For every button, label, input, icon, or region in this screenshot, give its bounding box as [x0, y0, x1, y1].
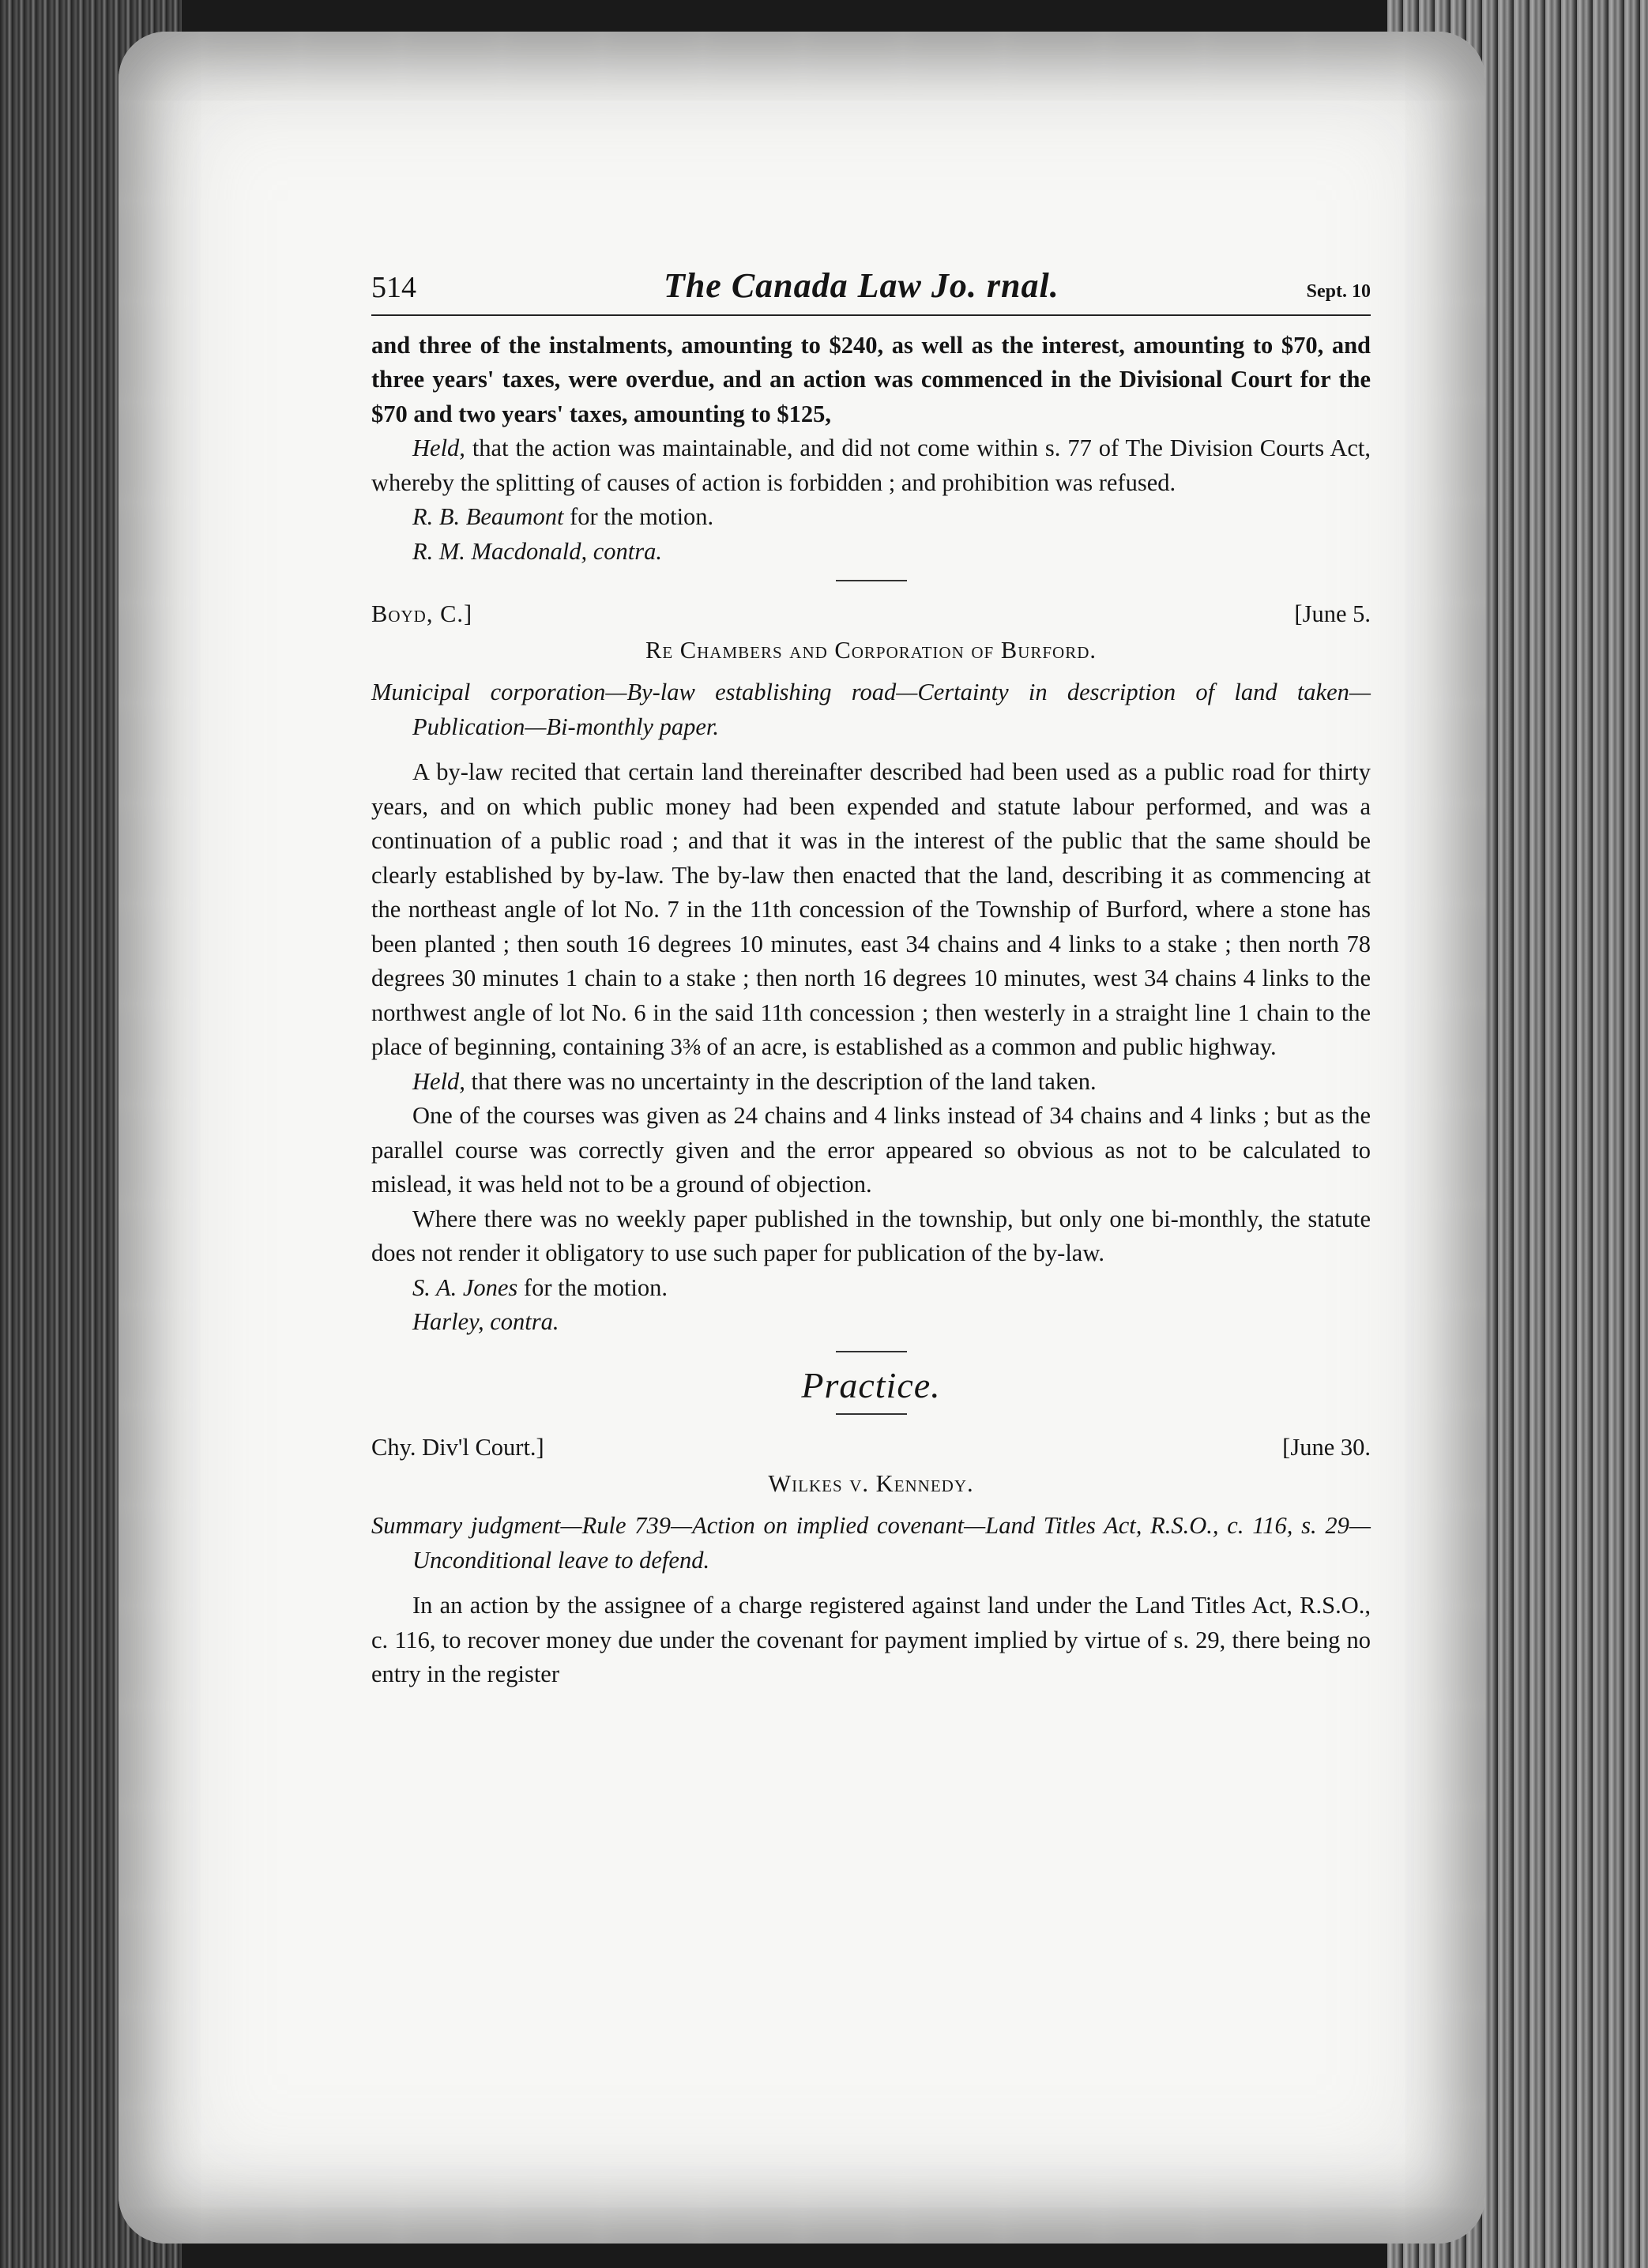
case3-court: Chy. Div'l Court.]	[371, 1434, 544, 1461]
case3-date: [June 30.	[1282, 1434, 1371, 1461]
case-divider	[836, 580, 907, 581]
case2-title: Re Chambers and Corporation of Burford.	[645, 636, 1097, 664]
case2-counsel2: Harley, contra.	[412, 1308, 559, 1335]
running-head	[371, 266, 1371, 316]
case2-facts-paragraph: A by-law recited that certain land thereinafter described had been used as a public road for thirty years, and on which public money had been expended and statute labour performed, and was a continuation of a public road ; and that it was in the interest of the public that the same should be clearly established by by-law. The by-law then enacted that the land, describing it as commencing at the northeast angle of lot No. 7 in the 11th concession of the Township of Burford, where a stone has been planted ; then south 16 degrees 10 minutes, east 34 chains and 4 links to a stake ; then north 78 degrees 30 minutes 1 chain to a stake ; then north 16 degrees 10 minutes, west 34 chains 4 links to the northwest angle of lot No. 6 in the said 11th concession ; then westerly in a straight line 1 chain to the place of beginning, containing 3⅜ of an acre, is established as a common and public highway.	[371, 758, 1371, 1060]
case2-counsel-contra	[371, 1305, 1371, 1340]
case3-headnote: Summary judgment—Rule 739—Action on implied covenant—Land Titles Act, R.S.O., c. 116, s. 29—Unconditional leave to defend.	[371, 1512, 1371, 1574]
case2-date: [June 5.	[1294, 600, 1371, 627]
case2-courses-paragraph: One of the courses was given as 24 chains and 4 links instead of 34 chains and 4 links ; but as the parallel course was correctly given and the error appeared so obvious as not to be calculated to mislead, it was held not to be a ground of objection.	[371, 1102, 1371, 1198]
case1-counsel1-role: for the motion.	[563, 503, 714, 530]
case2-held-paragraph	[371, 1065, 1371, 1100]
issue-date: Sept. 10	[1306, 281, 1371, 302]
section-heading-practice: Practice.	[801, 1364, 941, 1405]
case2-publication-paragraph: Where there was no weekly paper published in the township, but only one bi-monthly, the statute does not render it obligatory to use such paper for publication of the by-law.	[371, 1205, 1371, 1266]
case3-title: Wilkes v. Kennedy.	[768, 1469, 974, 1497]
section-divider-bottom	[836, 1413, 907, 1415]
case1-continuation-paragraph: and three of the instalments, amounting to $240, as well as the interest, amounting to $70, and three years' taxes, were overdue, and an action was commenced in the Divisional Court for the $70 and two years' taxes, amounting to $125,	[371, 331, 1371, 427]
case1-counsel-contra	[371, 535, 1371, 570]
case1-counsel2-name: R. M. Macdonald,	[412, 537, 588, 565]
case1-counsel1-name: R. B. Beaumont	[412, 503, 564, 530]
case2-counsel1-role: for the motion.	[517, 1273, 668, 1301]
case1-held-text: that the action was maintainable, and did not come within s. 77 of The Division Courts Act, whereby the splitting of causes of action is forbidden ; and prohibition was refused.	[371, 434, 1371, 496]
case2-counsel1-name: S. A. Jones	[412, 1273, 518, 1301]
case3-court-line	[371, 1431, 1371, 1465]
case3-facts-paragraph: In an action by the assignee of a charge registered against land under the Land Titles Act, R.S.O., c. 116, to recover money due under the covenant for payment implied by virtue of s. 29, there being no entry in the register	[371, 1592, 1371, 1687]
case1-counsel-motion	[371, 500, 1371, 535]
page-content	[371, 266, 1371, 1692]
page-number: 514	[371, 271, 416, 304]
section-divider-top	[836, 1351, 907, 1352]
case2-judge: Boyd, C.]	[371, 600, 473, 627]
case1-counsel2-role: contra.	[587, 537, 662, 565]
case2-held-text: that there was no uncertainty in the description of the land taken.	[465, 1067, 1097, 1095]
case2-counsel-motion	[371, 1271, 1371, 1306]
case2-court-line	[371, 597, 1371, 632]
case1-held-word: Held,	[412, 434, 465, 461]
case2-headnote: Municipal corporation—By-law establishing road—Certainty in description of land taken—Publication—Bi-monthly paper.	[371, 679, 1371, 740]
case1-held-paragraph	[371, 431, 1371, 500]
journal-title: The Canada Law Jo. rnal.	[663, 266, 1059, 305]
case2-held-word: Held,	[412, 1067, 465, 1095]
